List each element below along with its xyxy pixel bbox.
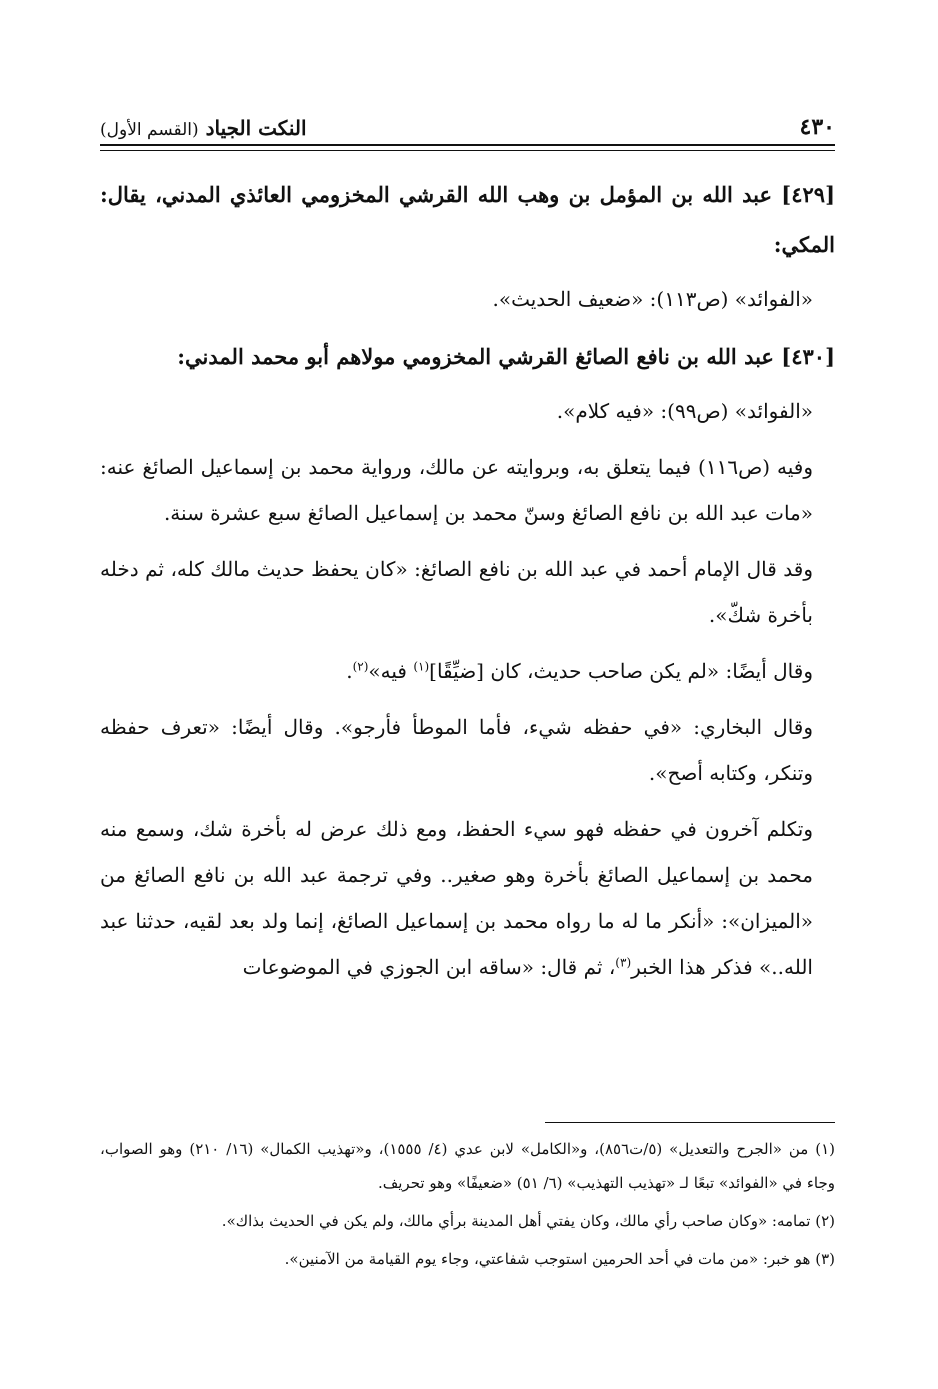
paragraph-3: [100, 648, 835, 694]
footnote-1: (١) من «الجرح والتعديل» (٥/ت٨٥٦)، و«الكامل» لابن عدي (٤/ ١٥٥٥)، و«تهذيب الكمال» (١٦/ ٢١٠) وهو الصواب، وجاء في «الفوائد» تبعًا لـ «تهذيب التهذيب» (٦/ ٥١) «ضعيفًا» وهو تحريف.: [100, 1140, 835, 1192]
book-title-section: (القسم الأول): [100, 120, 199, 140]
running-header: [100, 100, 835, 140]
footnote-rule: [545, 1122, 835, 1123]
paragraph-2: وقد قال الإمام أحمد في عبد الله بن نافع الصائغ: «كان يحفظ حديث مالك كله، ثم دخله بأخرة شكّ».: [100, 557, 813, 627]
paragraph-4: وقال البخاري: «في حفظه شيء، فأما الموطأ فأرجو». وقال أيضًا: «تعرف حفظه وتنكر، وكتابه أصح».: [100, 715, 814, 785]
book-title: [100, 116, 307, 140]
paragraph-5: [100, 806, 835, 990]
footnote-3: (٣) هو خبر: «من مات في أحد الحرمين استوجب شفاعتي، وجاء يوم القيامة من الآمنين».: [284, 1250, 835, 1268]
entry-429-heading: [٤٢٩] عبد الله بن المؤمل بن وهب الله القرشي المخزومي العائذي المدني، يقال: المكي:: [100, 182, 835, 257]
footnotes: [100, 1132, 835, 1280]
footnote-2: (٢) تمامه: «وكان صاحب رأي مالك، وكان يفتي أهل المدينة برأي مالك، ولم يكن في الحديث بذاك».: [221, 1212, 835, 1230]
entry-429-line: «الفوائد» (ص١١٣): «ضعيف الحديث».: [492, 287, 813, 311]
page-number: ٤٣٠: [799, 114, 835, 140]
paragraph-3-text-a: وقال أيضًا: «لم يكن صاحب حديث، كان [ضيِّقًا]: [429, 659, 813, 683]
paragraph-1: وفيه (ص١١٦) فيما يتعلق به، وبروايته عن مالك، ورواية محمد بن إسماعيل الصائغ عنه: «مات عبد الله بن نافع الصائغ وسنّ محمد بن إسماعيل الصائغ سبع عشرة سنة.: [100, 455, 813, 525]
book-title-main: النكت الجياد: [205, 116, 307, 140]
entry-430-heading: [٤٣٠] عبد الله بن نافع الصائغ القرشي المخزومي مولاهم أبو محمد المدني:: [177, 344, 835, 369]
paragraph-3-text-b: فيه»: [368, 659, 414, 683]
entry-430-line: «الفوائد» (ص٩٩): «فيه كلام».: [556, 399, 813, 423]
main-text: [100, 170, 835, 1000]
header-rule: [100, 144, 835, 151]
paragraph-5-text-b: ، ثم قال: «ساقه ابن الجوزي في الموضوعات: [242, 955, 616, 979]
footnote-ref-2: (٢): [352, 659, 369, 674]
paragraph-5-text-a: وتكلم آخرون في حفظه فهو سيء الحفظ، ومع ذلك عرض له بأخرة شك، وسمع منه محمد بن إسماعيل الصائغ بأخرة وهو صغير.. وفي ترجمة عبد الله بن نافع الصائغ من «الميزان»: «أنكر ما له ما رواه محمد بن إسماعيل الصائغ، إنما ولد بعد لقيه، حدثنا عبد الله..» فذكر هذا الخبر: [100, 817, 813, 979]
paragraph-3-text-c: .: [346, 659, 353, 683]
footnote-ref-3: (٣): [615, 955, 632, 970]
footnote-ref-1: (١): [413, 659, 430, 674]
